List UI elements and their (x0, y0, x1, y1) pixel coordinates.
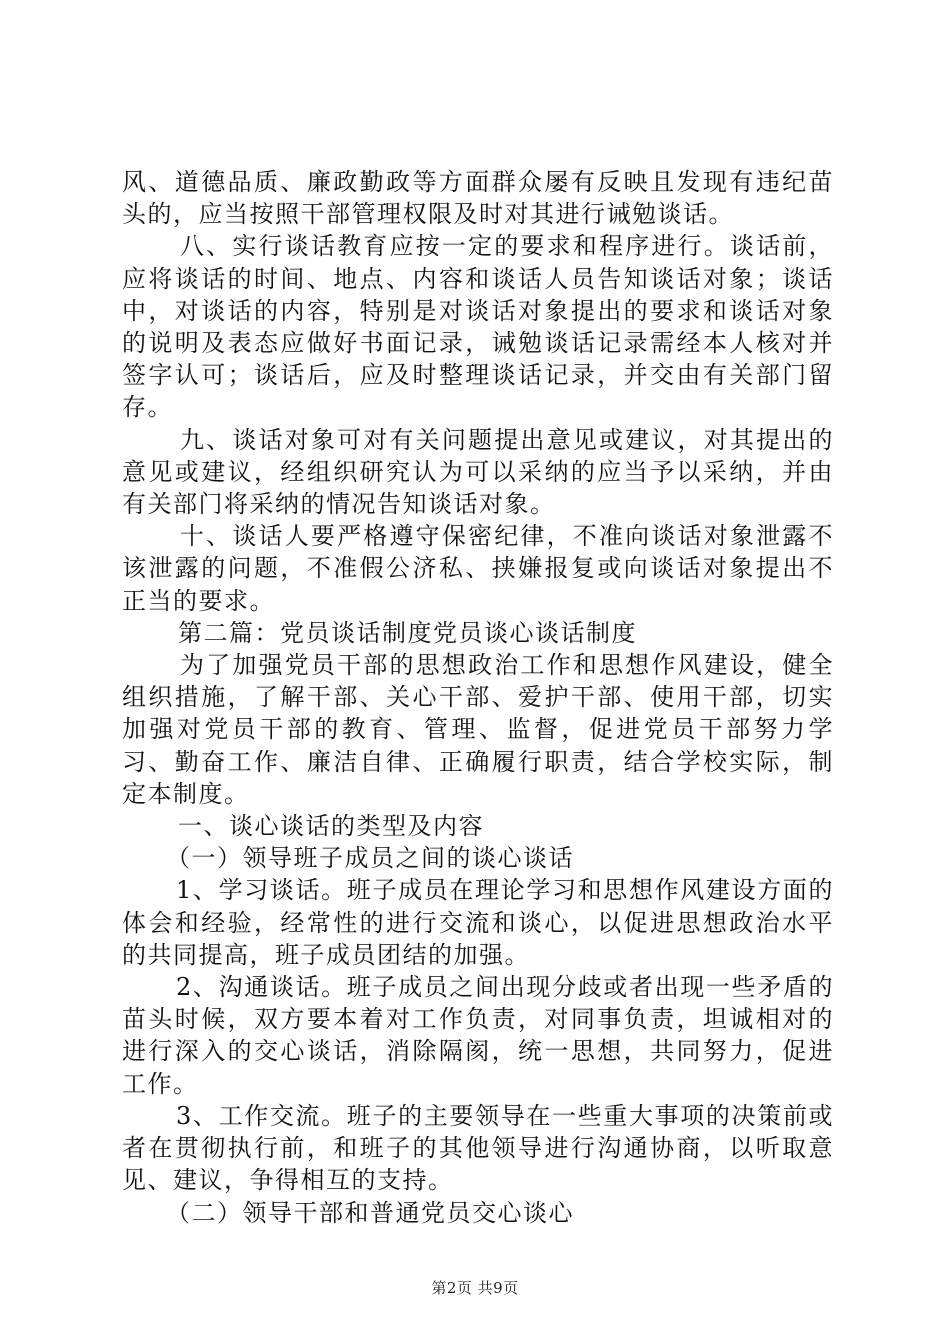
subheading-leaders-and-members: （二）领导干部和普通党员交心谈心 (166, 1198, 574, 1227)
paragraph-item-9: 九、谈话对象可对有关问题提出意见或建议，对其提出的意见或建议，经组织研究认为可以采纳的应当予以采纳，并由有关部门将采纳的情况告知谈话对象。 (122, 425, 834, 519)
page-number: 第2页 共9页 (431, 1279, 519, 1297)
page-footer (0, 1277, 950, 1298)
subheading-leadership-members: （一）领导班子成员之间的谈心谈话 (166, 844, 574, 873)
document-body (122, 166, 834, 1229)
paragraph-item-8: 八、实行谈话教育应按一定的要求和程序进行。谈话前，应将谈话的时间、地点、内容和谈话人员告知谈话对象；谈话中，对谈话的内容，特别是对谈话对象提出的要求和谈话对象的说明及表态应做好书面记录，诫勉谈话记录需经本人核对并签字认可；谈话后，应及时整理谈话记录，并交由有关部门留存。 (122, 232, 834, 422)
paragraph-item-10: 十、谈话人要严格遵守保密纪律，不准向谈话对象泄露不该泄露的问题，不准假公济私、挟嫌报复或向谈话对象提出不正当的要求。 (122, 522, 834, 615)
paragraph-study-talk: 1、学习谈话。班子成员在理论学习和思想作风建设方面的体会和经验，经常性的进行交流和谈心，以促进思想政治水平的共同提高，班子成员团结的加强。 (122, 876, 834, 969)
paragraph-work-exchange: 3、工作交流。班子的主要领导在一些重大事项的决策前或者在贯彻执行前，和班子的其他领导进行沟通协商，以听取意见、建议，争得相互的支持。 (122, 1101, 834, 1195)
section-heading-part-two: 第二篇：党员谈话制度党员谈心谈话制度 (178, 618, 637, 647)
paragraph-communication-talk: 2、沟通谈话。班子成员之间出现分歧或者出现一些矛盾的苗头时候，双方要本着对工作负责，对同事负责，坦诚相对的进行深入的交心谈话，消除隔阂，统一思想，共同努力，促进工作。 (122, 973, 834, 1098)
heading-types-and-content: 一、谈心谈话的类型及内容 (178, 812, 484, 841)
paragraph-continuation: 风、道德品质、廉政勤政等方面群众屡有反映且发现有违纪苗头的，应当按照干部管理权限及时对其进行诫勉谈话。 (122, 168, 834, 229)
paragraph-intro: 为了加强党员干部的思想政治工作和思想作风建设，健全组织措施，了解干部、关心干部、爱护干部、使用干部，切实加强对党员干部的教育、管理、监督，促进党员干部努力学习、勤奋工作、廉洁自律、正确履行职责，结合学校实际，制定本制度。 (122, 651, 834, 808)
